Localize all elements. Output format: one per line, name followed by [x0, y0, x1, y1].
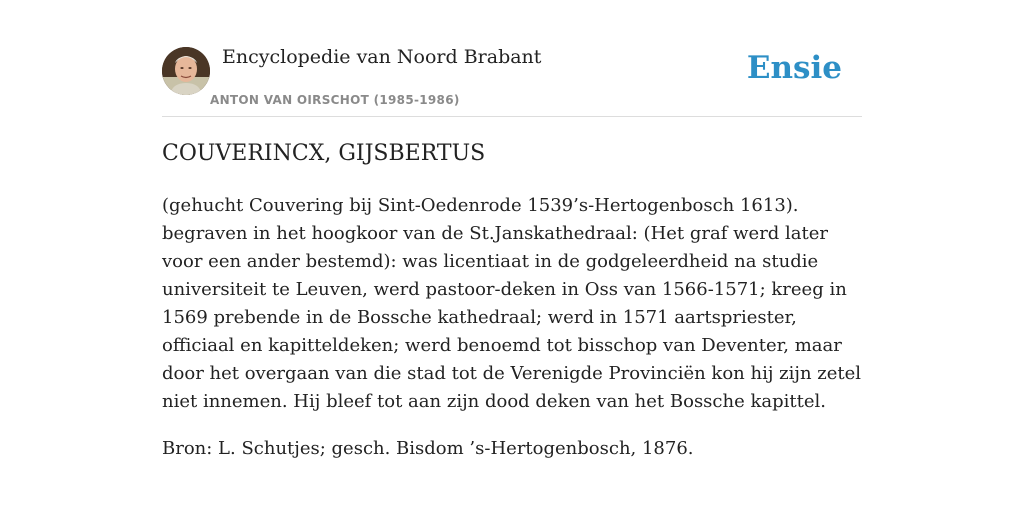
source-title[interactable]: Encyclopedie van Noord Brabant: [222, 46, 542, 68]
article-header: [162, 0, 862, 117]
ensie-logo[interactable]: Ensie: [746, 50, 842, 86]
entry-source: Bron: L. Schutjes; gesch. Bisdom ’s-Hertogenbosch, 1876.: [162, 438, 694, 459]
entry-title: COUVERINCX, GIJSBERTUS: [162, 141, 486, 166]
author-portrait-icon: [162, 47, 210, 95]
author-avatar[interactable]: [162, 47, 210, 95]
author-name[interactable]: ANTON VAN OIRSCHOT (1985-1986): [210, 93, 460, 107]
article-page: [162, 0, 862, 459]
entry-body: (gehucht Couvering bij Sint-Oedenrode 1539’s-Hertogenbosch 1613). begraven in het hoogkoor van de St.Janskathedraal: (Het graf werd later voor een ander bestemd): was licentiaat in de godgeleerdheid na studie universiteit te Leuven, werd pastoor-deken in Oss van 1566-1571; kreeg in 1569 prebende in de Bossche kathedraal; werd in 1571 aartspriester, officiaal en kapitteldeken; werd benoemd tot bisschop van Deventer, maar door het overgaan van die stad tot de Verenigde Provinciën kon hij zijn zetel niet innemen. Hij bleef tot aan zijn dood deken van het Bossche kapittel.: [162, 195, 862, 412]
